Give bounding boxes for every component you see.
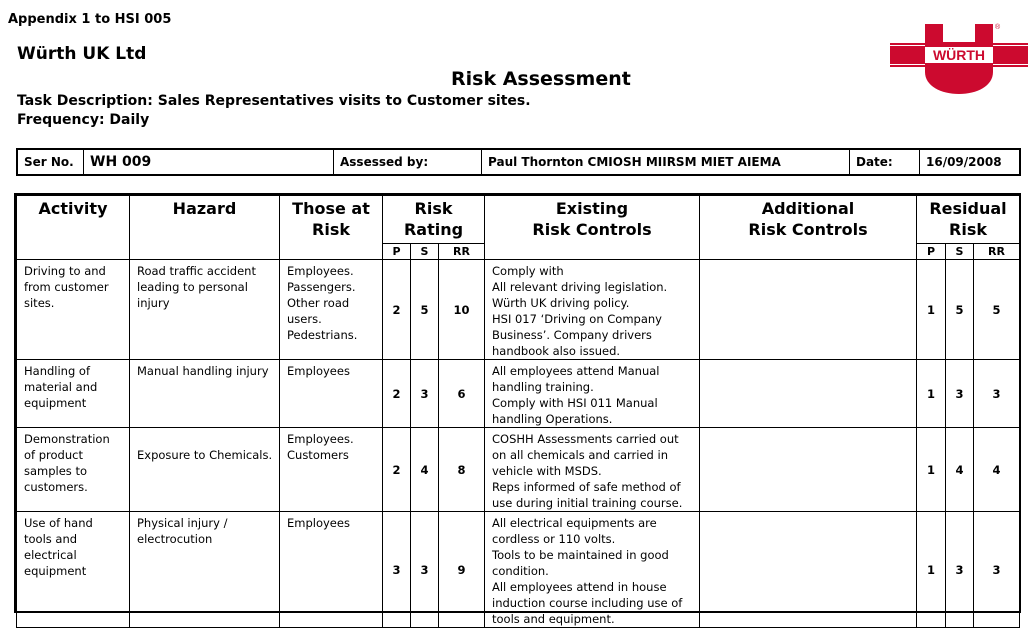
cell-res-rr: 4 <box>974 428 1020 512</box>
cell-rr: 9 <box>439 512 485 628</box>
controls-line: tools and equipment. <box>492 612 615 626</box>
header-row <box>17 196 1020 244</box>
col-residual-risk: Residual Risk <box>917 196 1020 244</box>
those-line: Pedestrians. <box>287 328 358 342</box>
cell-those <box>280 512 383 628</box>
col-rating-p: P <box>383 244 411 260</box>
cell-p: 2 <box>383 260 411 360</box>
cell-p: 2 <box>383 360 411 428</box>
cell-hazard <box>130 360 280 428</box>
risk-assessment-table <box>16 195 1020 628</box>
cell-those <box>280 260 383 360</box>
cell-hazard <box>130 260 280 360</box>
controls-line: All employees attend in house <box>492 580 667 594</box>
date-value: 16/09/2008 <box>926 155 1002 169</box>
cell-p: 2 <box>383 428 411 512</box>
cell-hazard <box>130 512 280 628</box>
col-residual-s: S <box>946 244 974 260</box>
ser-no-label: Ser No. <box>18 150 84 174</box>
col-risk-rating: Risk Rating <box>383 196 485 244</box>
hazard-line <box>137 431 273 447</box>
cell-rr: 10 <box>439 260 485 360</box>
controls-line: use during initial training course. <box>492 496 683 510</box>
col-rating-s: S <box>411 244 439 260</box>
hazard-line: Physical injury / <box>137 516 228 530</box>
appendix-label: Appendix 1 to HSI 005 <box>8 12 172 27</box>
cell-controls <box>485 360 700 428</box>
controls-line: cordless or 110 volts. <box>492 532 616 546</box>
controls-line: on all chemicals and carried in <box>492 448 668 462</box>
assessed-by-value: Paul Thornton CMIOSH MIIRSM MIET AIEMA <box>482 150 850 174</box>
table-row <box>17 260 1020 360</box>
risk-table-frame <box>14 193 1021 626</box>
controls-line: COSHH Assessments carried out <box>492 432 679 446</box>
cell-res-s: 3 <box>946 512 974 628</box>
task-value: Sales Representatives visits to Customer sites. <box>157 93 531 109</box>
company-name: Würth UK Ltd <box>17 44 147 64</box>
table-row <box>17 512 1020 628</box>
activity-line: samples to <box>24 464 88 478</box>
controls-line: Würth UK driving policy. <box>492 296 630 310</box>
those-line: Employees <box>287 364 350 378</box>
controls-line: All electrical equipments are <box>492 516 657 530</box>
hazard-line: Manual handling injury <box>137 364 269 378</box>
table-row <box>17 360 1020 428</box>
those-line: Passengers. <box>287 280 356 294</box>
cell-rr: 6 <box>439 360 485 428</box>
activity-line: sites. <box>24 296 55 310</box>
activity-line: tools and <box>24 532 78 546</box>
cell-res-s: 3 <box>946 360 974 428</box>
controls-line: Business’. Company drivers <box>492 328 652 342</box>
hazard-line: Exposure to Chemicals. <box>137 448 273 462</box>
col-residual-rr: RR <box>974 244 1020 260</box>
those-line: Employees. <box>287 432 354 446</box>
activity-line: of product <box>24 448 83 462</box>
cell-controls <box>485 260 700 360</box>
controls-line: induction course including use of <box>492 596 683 610</box>
controls-line: All employees attend Manual <box>492 364 660 378</box>
frequency <box>17 112 149 128</box>
activity-line: Use of hand <box>24 516 93 530</box>
cell-additional <box>700 360 917 428</box>
assessed-by-label: Assessed by: <box>334 150 482 174</box>
controls-line: Comply with <box>492 264 564 278</box>
activity-line: equipment <box>24 564 87 578</box>
cell-res-s: 4 <box>946 428 974 512</box>
cell-res-p: 1 <box>917 428 946 512</box>
frequency-value: Daily <box>109 112 150 128</box>
controls-line: All relevant driving legislation. <box>492 280 668 294</box>
cell-res-p: 1 <box>917 360 946 428</box>
cell-res-p: 1 <box>917 260 946 360</box>
controls-line: vehicle with MSDS. <box>492 464 602 478</box>
cell-s: 5 <box>411 260 439 360</box>
cell-activity <box>17 512 130 628</box>
cell-those <box>280 428 383 512</box>
date-label: Date: <box>850 150 920 174</box>
cell-controls <box>485 428 700 512</box>
col-residual-p: P <box>917 244 946 260</box>
col-hazard: Hazard <box>130 196 280 260</box>
activity-line: Driving to and <box>24 264 106 278</box>
ser-no-value: WH 009 <box>84 150 334 174</box>
controls-line: Comply with HSI 011 Manual <box>492 396 658 410</box>
cell-additional <box>700 512 917 628</box>
cell-s: 3 <box>411 360 439 428</box>
activity-line: electrical <box>24 548 77 562</box>
info-bar <box>16 148 1021 176</box>
activity-line: equipment <box>24 396 87 410</box>
logo-text: WÜRTH <box>932 47 986 63</box>
cell-activity <box>17 428 130 512</box>
wurth-logo <box>889 20 1029 96</box>
cell-additional <box>700 260 917 360</box>
controls-line: handling training. <box>492 380 594 394</box>
cell-rr: 8 <box>439 428 485 512</box>
those-line: Employees <box>287 516 350 530</box>
those-line: Other road <box>287 296 350 310</box>
cell-res-rr: 3 <box>974 512 1020 628</box>
controls-line: HSI 017 ‘Driving on Company <box>492 312 662 326</box>
cell-res-p: 1 <box>917 512 946 628</box>
cell-s: 4 <box>411 428 439 512</box>
col-additional-controls: Additional Risk Controls <box>700 196 917 260</box>
col-rating-rr: RR <box>439 244 485 260</box>
controls-line: condition. <box>492 564 549 578</box>
activity-line: Demonstration <box>24 432 110 446</box>
controls-line: handling Operations. <box>492 412 613 426</box>
hazard-line: leading to personal <box>137 280 248 294</box>
those-line: Employees. <box>287 264 354 278</box>
cell-controls <box>485 512 700 628</box>
activity-line: material and <box>24 380 98 394</box>
cell-activity <box>17 260 130 360</box>
cell-res-rr: 5 <box>974 260 1020 360</box>
cell-res-s: 5 <box>946 260 974 360</box>
table-row <box>17 428 1020 512</box>
frequency-label: Frequency: <box>17 112 105 128</box>
col-activity: Activity <box>17 196 130 260</box>
activity-line: from customer <box>24 280 109 294</box>
logo-registered-mark: ® <box>995 24 1001 31</box>
cell-activity <box>17 360 130 428</box>
cell-hazard <box>130 428 280 512</box>
hazard-line: Road traffic accident <box>137 264 256 278</box>
activity-line: customers. <box>24 480 88 494</box>
task-description <box>17 93 531 109</box>
cell-additional <box>700 428 917 512</box>
activity-line: Handling of <box>24 364 91 378</box>
controls-line: Tools to be maintained in good <box>492 548 669 562</box>
those-line: Customers <box>287 448 349 462</box>
task-label: Task Description: <box>17 93 153 109</box>
those-line: users. <box>287 312 322 326</box>
cell-res-rr: 3 <box>974 360 1020 428</box>
cell-p: 3 <box>383 512 411 628</box>
page-title: Risk Assessment <box>451 68 631 90</box>
hazard-line: electrocution <box>137 532 213 546</box>
hazard-line: injury <box>137 296 170 310</box>
controls-line: Reps informed of safe method of <box>492 480 681 494</box>
cell-s: 3 <box>411 512 439 628</box>
controls-line: handbook also issued. <box>492 344 621 358</box>
col-existing-controls: Existing Risk Controls <box>485 196 700 260</box>
cell-those <box>280 360 383 428</box>
col-those-at-risk: Those at Risk <box>280 196 383 260</box>
